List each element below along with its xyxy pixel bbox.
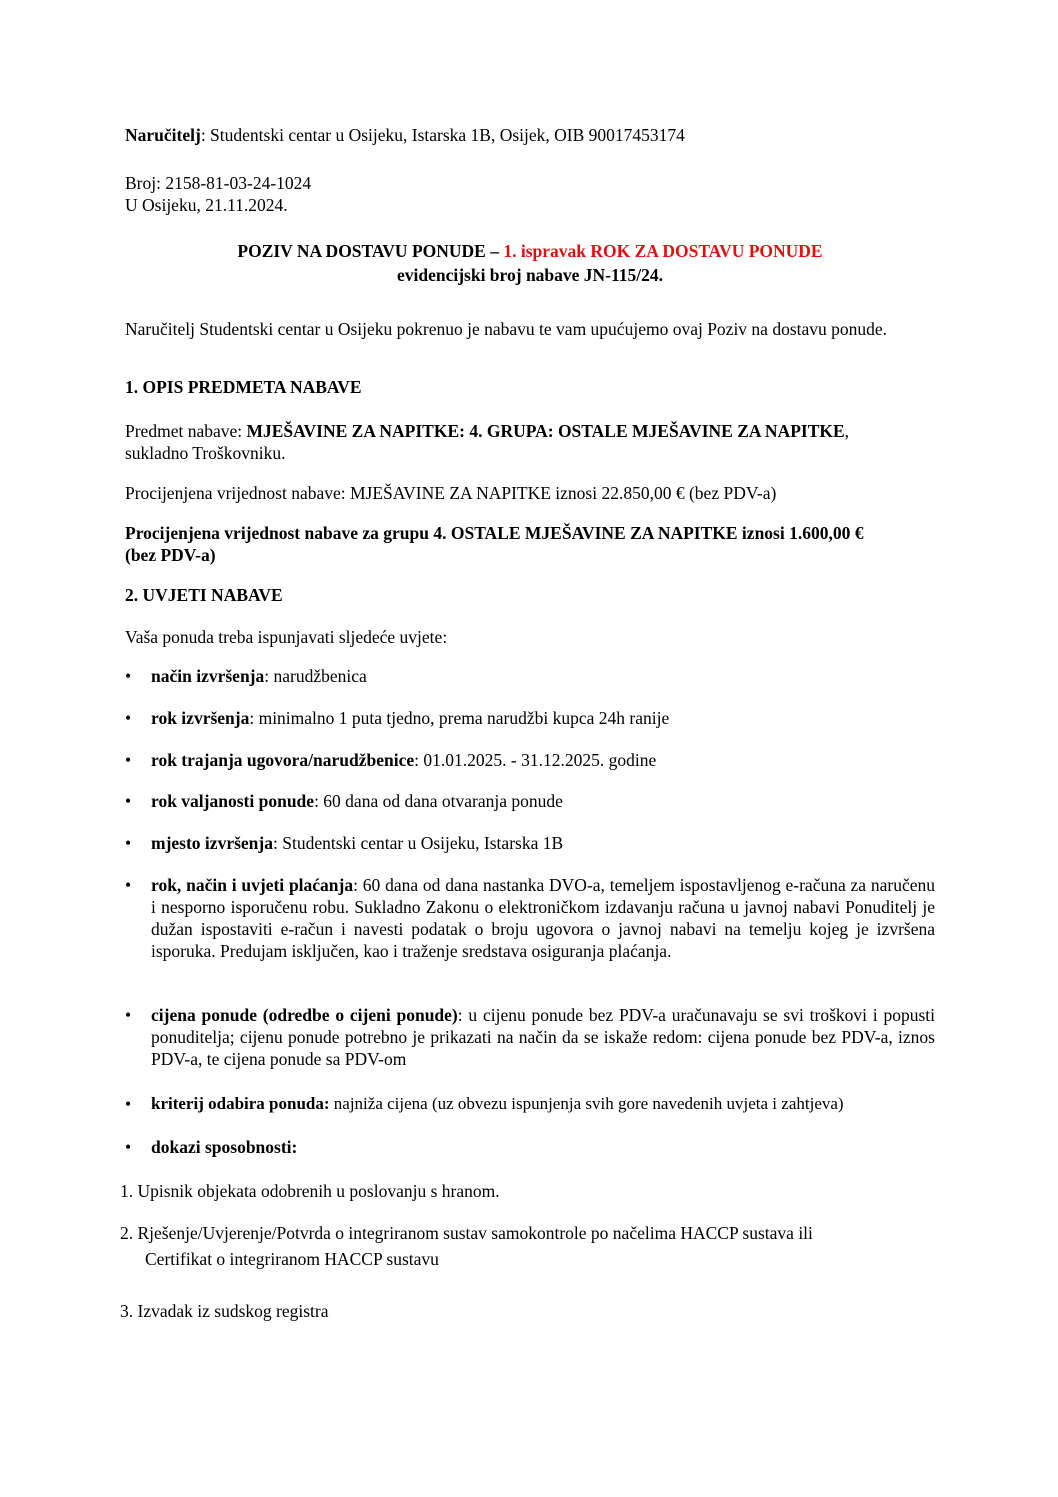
predmet-nabave — [125, 420, 865, 464]
item-label: način izvršenja — [151, 666, 265, 686]
document-title — [125, 240, 935, 262]
dokaz-2-cont: Certifikat o integriranom HACCP sustavu — [145, 1249, 439, 1269]
item-label: dokazi sposobnosti: — [151, 1137, 298, 1157]
evidencijski-broj-text: evidencijski broj nabave JN-115/24. — [396, 265, 664, 285]
broj-line: Broj: 2158-81-03-24-1024 — [125, 173, 312, 193]
item-text: : narudžbenica — [264, 666, 367, 686]
procjena-line: Procijenjena vrijednost nabave: MJEŠAVINE ZA NAPITKE iznosi 22.850,00 € (bez PDV-a) — [125, 483, 777, 503]
procjena-grupa-text: Procijenjena vrijednost nabave za grupu 4. OSTALE MJEŠAVINE ZA NAPITKE iznosi 1.600,00 € (bez PDV-a) — [125, 523, 864, 565]
evidencijski-broj — [125, 264, 935, 286]
bullet-icon: • — [125, 750, 132, 770]
dokaz-1: 1. Upisnik objekata odobrenih u poslovanju s hranom. — [120, 1181, 500, 1201]
dokaz-2: 2. Rješenje/Uvjerenje/Potvrda o integriranom sustav samokontrole po načelima HACCP sustava ili — [120, 1223, 813, 1243]
item-text: : 60 dana od dana nastanka DVO-a, temeljem ispostavljenog e-računa za naručenu i nesporno isporučenu robu. Sukladno Zakonu o elektroničkom izdavanju računa u javnoj nabavi Ponuditelj je dužan ispostaviti e-račun i navesti podatak o broju ugovora o javnoj nabavi na temelju kojeg je izvršena isporuka. Predujam isključen, kao i traženje sredstava osiguranja plaćanja. — [151, 875, 935, 961]
item-text: najniža cijena (uz obvezu ispunjenja svih gore navedenih uvjeta i zahtjeva) — [329, 1094, 844, 1113]
item-label: rok trajanja ugovora/narudžbenice — [151, 750, 415, 770]
item-label: rok, način i uvjeti plaćanja — [151, 875, 354, 895]
predmet-rest: , sukladno Troškovniku. — [125, 421, 850, 463]
section1-heading — [125, 376, 935, 398]
bullet-icon: • — [125, 833, 132, 853]
intro-paragraph: Naručitelj Studentski centar u Osijeku pokrenuo je nabavu te vam upućujemo ovaj Poziv na dostavu ponude. — [125, 319, 888, 339]
bullet-icon: • — [125, 791, 132, 811]
title-red: 1. ispravak ROK ZA DOSTAVU PONUDE — [503, 241, 823, 261]
predmet-bold: MJEŠAVINE ZA NAPITKE: 4. GRUPA: OSTALE MJEŠAVINE ZA NAPITKE — [246, 421, 845, 441]
item-label: mjesto izvršenja — [151, 833, 273, 853]
bullet-icon: • — [125, 708, 132, 728]
section1-heading-text: 1. OPIS PREDMETA NABAVE — [125, 377, 362, 397]
bullet-icon: • — [125, 666, 132, 686]
predmet-label: Predmet nabave: — [125, 421, 247, 441]
narucitelj-value: : Studentski centar u Osijeku, Istarska 1B, Osijek, OIB 90017453174 — [200, 125, 685, 145]
bullet-icon: • — [125, 1094, 132, 1114]
item-text: : u cijenu ponude bez PDV-a uračunavaju se svi troškovi i popusti ponuditelja; cijenu ponude potrebno je prikazati na način da se iskaže redom: cijena ponude bez PDV-a, iznos PDV-a, te cijena ponude sa PDV-om — [151, 1005, 936, 1069]
item-text: : 01.01.2025. - 31.12.2025. godine — [414, 750, 657, 770]
bullet-icon: • — [125, 1137, 132, 1157]
item-text: : 60 dana od dana otvaranja ponude — [314, 791, 563, 811]
narucitelj-line — [125, 124, 935, 146]
item-label: kriterij odabira ponuda: — [151, 1094, 330, 1113]
procjena-grupa — [125, 522, 895, 566]
item-label: rok valjanosti ponude — [151, 791, 315, 811]
item-label: cijena ponude (odredbe o cijeni ponude) — [151, 1005, 458, 1025]
section2-lead: Vaša ponuda treba ispunjavati sljedeće uvjete: — [125, 627, 448, 647]
bullet-icon: • — [125, 1005, 132, 1025]
section2-heading — [125, 584, 935, 606]
bullet-icon: • — [125, 875, 132, 895]
date-line: U Osijeku, 21.11.2024. — [125, 195, 288, 215]
narucitelj-label: Naručitelj — [125, 125, 201, 145]
item-label: rok izvršenja — [151, 708, 250, 728]
title-black: POZIV NA DOSTAVU PONUDE – — [237, 241, 504, 261]
item-text: : minimalno 1 puta tjedno, prema narudžbi kupca 24h ranije — [249, 708, 670, 728]
item-text: : Studentski centar u Osijeku, Istarska 1B — [272, 833, 564, 853]
section2-heading-text: 2. UVJETI NABAVE — [125, 585, 283, 605]
dokaz-3: 3. Izvadak iz sudskog registra — [120, 1301, 329, 1321]
